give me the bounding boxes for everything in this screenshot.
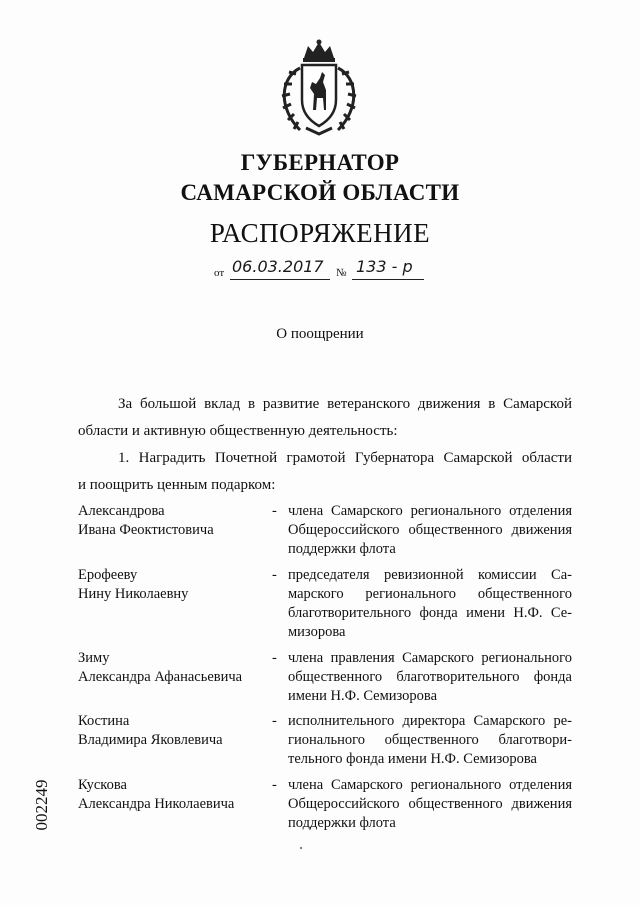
from-label: от [214,267,225,279]
dash: - [272,650,277,666]
awardee-position: члена Самарского регионального отделения Общероссийского общественного движения поддержки флота [288,503,572,557]
serial-number-stamp: 002249 [32,779,51,831]
awardee-position: исполнительного директора Самарского ре- гионального общественного благотвори- тельного фонда имени Н.Ф. Семизорова [288,713,572,767]
number-label: № [336,267,347,279]
document-subject: О поощрении [276,326,364,342]
awardee-position: председателя ревизионной комиссии Са- марского регионального общественного благотворительного фонда имени Н.Ф. Се- мизорова [288,567,572,640]
awardee-name: Кускова Александра Николаевича [78,777,235,812]
item1-line-2: и поощрить ценным подарком: [78,477,276,493]
dash: - [272,777,277,793]
scan-speck [300,847,302,849]
intro-line-1: За большой вклад в развитие ветеранского движения в Самарской [118,396,572,412]
handwritten-date: 06.03.2017 [232,257,324,276]
issuer-title-line1: ГУБЕРНАТОР [240,150,400,175]
issuer-title-line2: САМАРСКОЙ ОБЛАСТИ [180,180,460,205]
awardee-position: члена Самарского регионального отделения Общероссийского общественного движения поддержки флота [288,777,572,831]
coat-of-arms-emblem [270,38,368,138]
date-number-line [214,259,444,285]
awardee-name: Ерофееву Нину Николаевну [78,567,189,602]
document-type-heading: РАСПОРЯЖЕНИЕ [209,218,431,248]
dash: - [272,713,277,729]
dash: - [272,503,277,519]
handwritten-number: 133 - р [356,257,413,276]
dash: - [272,567,277,583]
awardee-name: Костина Владимира Яковлевича [78,713,223,748]
awardee-name: Александрова Ивана Феоктистовича [78,503,214,538]
item1-line-1: 1. Наградить Почетной грамотой Губернатора Самарской области [118,450,572,466]
awardee-position: члена правления Самарского регионального общественного благотворительного фонда имени Н.Ф. Семизорова [288,650,572,704]
intro-line-2: области и активную общественную деятельность: [78,423,398,439]
awardee-name: Зиму Александра Афанасьевича [78,650,243,685]
